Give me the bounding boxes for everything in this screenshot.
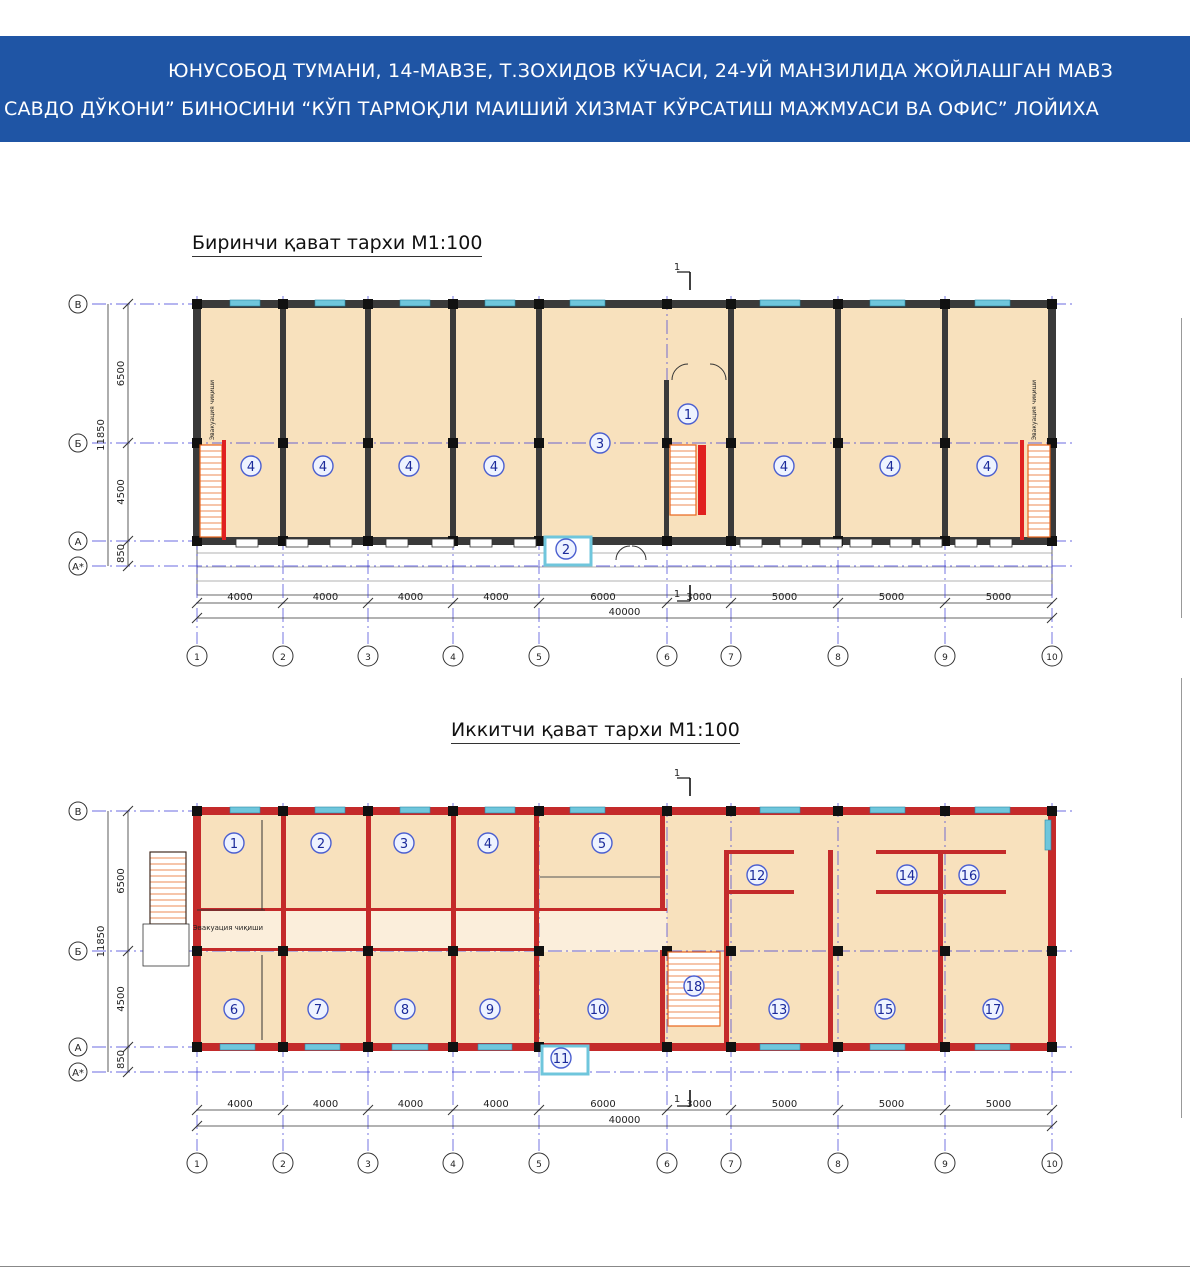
shop-door [330,539,352,547]
column [448,438,458,448]
partition-wall [365,304,371,541]
room-marker [747,865,767,885]
landing [143,924,189,966]
column [833,1042,843,1052]
window [220,1044,255,1050]
axis-number-marker [358,1153,378,1173]
stair-rail [698,445,706,515]
room-marker [395,999,415,1019]
column [662,536,672,546]
room-marker [592,833,612,853]
axis-number-marker [443,646,463,666]
column [833,299,843,309]
axis-number: 5 [536,653,542,663]
room-number: 10 [589,1003,607,1018]
axis-number: 7 [728,1160,734,1170]
evac-label: Эвакуация чиқиши [192,924,264,932]
column [833,438,843,448]
room-number: 15 [876,1003,894,1018]
column [726,299,736,309]
span-dimension: 3000 [686,1099,712,1110]
total-vertical-dimension: 11850 [96,419,107,451]
room-number: 13 [770,1003,788,1018]
total-dimension: 40000 [608,607,641,618]
column [448,806,458,816]
axis-number: 5 [536,1160,542,1170]
window [870,807,905,813]
section-label: 1 [673,1094,681,1105]
axis-number-marker [529,646,549,666]
window [230,807,260,813]
partition-wall [724,890,794,894]
axis-number-marker [187,646,207,666]
shop-door [470,539,492,547]
room-number: 1 [683,408,693,423]
total-vertical-dimension: 11850 [96,925,107,958]
span-dimension: 5000 [878,592,905,603]
window [760,807,800,813]
column [192,299,202,309]
axis-letter: Б [74,947,82,958]
column [726,536,736,546]
room-marker [977,456,997,476]
axis-number-marker [721,1153,741,1173]
room-marker [484,456,504,476]
axis-number: 4 [450,1160,456,1170]
axis-letter: А [74,1043,82,1054]
axis-number-marker [1042,646,1062,666]
column [726,438,736,448]
axis-number-marker [721,646,741,666]
shop-door [286,539,308,547]
vertical-dimension: 850 [116,543,127,564]
span-dimension: 6000 [590,1099,616,1110]
room-marker [478,833,498,853]
fire-wall [1020,440,1024,540]
axis-letter-marker [69,942,87,960]
column [363,438,373,448]
axis-number-marker [443,1153,463,1173]
span-dimension: 4000 [483,592,509,603]
shop-door [955,539,977,547]
column [833,946,843,956]
room-number: 9 [485,1003,495,1018]
room-number: 4 [318,460,328,475]
column [278,299,288,309]
evac-label: Эвакуация чиқиши [209,379,216,441]
partition-wall [450,304,456,541]
axis-number-marker [935,646,955,666]
window [570,300,605,306]
column [448,299,458,309]
axis-number-marker [935,1153,955,1173]
column [1047,1042,1057,1052]
shop-door [236,539,258,547]
room-number: 3 [595,437,605,452]
room-marker [224,999,244,1019]
axis-number-marker [273,1153,293,1173]
partition-wall [366,811,371,1047]
axis-letter-marker [69,1063,87,1081]
axis-number-marker [828,646,848,666]
axis-number-marker [657,1153,677,1173]
room-marker [311,833,331,853]
axis-letter-marker [69,802,87,820]
column [363,536,373,546]
section-label: 1 [673,768,681,779]
room-marker [241,456,261,476]
floor-plan-1 [69,262,1072,666]
column [448,1042,458,1052]
axis-number: 8 [835,1160,841,1170]
vertical-dimension: 6500 [116,868,127,894]
column [192,946,202,956]
axis-number-marker [828,1153,848,1173]
axis-number: 2 [280,653,286,663]
axis-number: 6 [664,1160,670,1170]
column [1047,946,1057,956]
partition-wall [835,304,841,541]
axis-number: 10 [1046,1160,1058,1170]
room-marker [588,999,608,1019]
axis-letter-marker [69,295,87,313]
axis-number: 8 [835,653,841,663]
shop-door [890,539,912,547]
room-marker [399,456,419,476]
gallery-area [197,543,1052,595]
banner-line-1: ЮНУСОБОД ТУМАНИ, 14-МАВЗЕ, Т.ЗОХИДОВ КЎЧАСИ, 24-УЙ МАНЗИЛИДА ЖОЙЛАШГАН МАВЗ [168,60,1113,82]
partition-wall [536,304,542,541]
room-number: 4 [489,460,499,475]
partition-wall [451,811,456,1047]
axis-number: 1 [194,1160,200,1170]
window [760,1044,800,1050]
partition-wall [942,304,948,541]
partition-wall [664,380,669,541]
span-dimension: 5000 [878,1099,905,1110]
span-dimension: 4000 [483,1099,509,1110]
span-dimension: 6000 [590,592,616,603]
axis-number: 3 [365,653,371,663]
column [278,806,288,816]
partition-wall [534,811,539,1047]
room-number: 4 [779,460,789,475]
column [278,1042,288,1052]
span-dimension: 5000 [985,1099,1012,1110]
column [278,946,288,956]
vertical-dimension: 850 [116,1049,127,1070]
shop-door [514,539,536,547]
axis-number: 6 [664,653,670,663]
room-number: 11 [552,1052,570,1067]
room-marker [551,1048,571,1068]
vertical-dimension: 4500 [116,479,127,505]
room-marker [880,456,900,476]
column [363,806,373,816]
room-number: 4 [404,460,414,475]
evacuation-stair-right [1028,445,1050,537]
span-dimension: 4000 [397,592,424,603]
shop-door [920,539,942,547]
room-number: 5 [597,837,607,852]
corridor-area [197,910,667,952]
main-stair [670,445,696,515]
column [1047,299,1057,309]
column [662,806,672,816]
window [485,807,515,813]
floor-area [197,304,1052,541]
axis-number-marker [529,1153,549,1173]
room-number: 2 [316,837,326,852]
room-number: 17 [984,1003,1002,1018]
room-number: 3 [399,837,409,852]
span-dimension: 4000 [312,592,339,603]
room-marker [959,865,979,885]
window [1045,820,1051,850]
corridor-wall [197,908,667,911]
shop-door [780,539,802,547]
total-dimension: 40000 [608,1115,641,1126]
partition-wall [660,950,665,1047]
span-dimension: 4000 [312,1099,339,1110]
axis-letter-marker [69,434,87,452]
room-marker [308,999,328,1019]
axis-number: 4 [450,653,456,663]
column [662,1042,672,1052]
room-number: 2 [561,543,571,558]
banner-line-2: САВДО ДЎКОНИ” БИНОСИНИ “КЎП ТАРМОҚЛИ МАИШИЙ ХИЗМАТ КЎРСАТИШ МАЖМУАСИ ВА ОФИС” ЛОЙИХА [4,98,1099,120]
column [534,299,544,309]
axis-letter: А [74,537,82,548]
room-marker [769,999,789,1019]
partition-wall [876,850,1006,854]
window [478,1044,512,1050]
span-dimension: 4000 [227,592,253,603]
column [833,806,843,816]
column [363,299,373,309]
axis-number-marker [187,1153,207,1173]
room-marker [313,456,333,476]
window [315,807,345,813]
column [363,1042,373,1052]
window [975,300,1010,306]
plan-title-floor-2: Иккитчи қават тархи М1:100 [451,719,740,744]
span-dimension: 5000 [771,592,798,603]
room-number: 4 [885,460,895,475]
window [305,1044,340,1050]
room-number: 1 [229,837,239,852]
partition-wall [828,850,833,1047]
window [760,300,800,306]
room-marker [774,456,794,476]
column [726,806,736,816]
room-number: 8 [400,1003,410,1018]
column [363,946,373,956]
span-dimension: 4000 [397,1099,424,1110]
window [230,300,260,306]
room-marker [684,976,704,996]
span-dimension: 3000 [686,592,712,603]
axis-number-marker [273,646,293,666]
floor-plan-2 [69,768,1072,1173]
axis-number-marker [1042,1153,1062,1173]
room-marker [897,865,917,885]
axis-number-marker [657,646,677,666]
shop-door [990,539,1012,547]
room-marker [678,404,698,424]
column [192,1042,202,1052]
window [975,807,1010,813]
window [400,300,430,306]
window [400,807,430,813]
window [485,300,515,306]
column [278,438,288,448]
room-marker [224,833,244,853]
shop-door [740,539,762,547]
room-marker [556,539,576,559]
room-marker [590,433,610,453]
plan-title-floor-1: Биринчи қават тархи М1:100 [192,232,482,257]
axis-number: 1 [194,653,200,663]
window [315,300,345,306]
window [570,807,605,813]
window [870,300,905,306]
room-marker [480,999,500,1019]
room-marker [875,999,895,1019]
axis-number: 7 [728,653,734,663]
vertical-dimension: 4500 [116,986,127,1012]
room-number: 4 [982,460,992,475]
column [192,806,202,816]
axis-letter: А* [72,1068,84,1079]
axis-letter: Б [74,439,82,450]
external-stair [150,852,186,924]
room-number: 18 [685,980,703,995]
window [392,1044,428,1050]
span-dimension: 5000 [771,1099,798,1110]
room-number: 16 [960,869,978,884]
column [940,299,950,309]
axis-letter: В [74,807,82,818]
axis-number: 3 [365,1160,371,1170]
partition-wall [280,304,286,541]
room-number: 12 [748,869,766,884]
partition-wall [281,811,286,1047]
axis-number: 9 [942,653,948,663]
vertical-dimension: 6500 [116,360,127,387]
section-label: 1 [673,262,681,273]
column [662,299,672,309]
axis-number-marker [358,646,378,666]
axis-letter-marker [69,532,87,550]
room-number: 4 [246,460,256,475]
room-number: 6 [229,1003,239,1018]
column [940,946,950,956]
stair-box [670,445,696,515]
axis-letter: В [74,300,82,311]
column [726,1042,736,1052]
shop-door [850,539,872,547]
room-number: 7 [313,1003,323,1018]
column [534,946,544,956]
window [870,1044,905,1050]
span-dimension: 5000 [985,592,1012,603]
axis-number: 2 [280,1160,286,1170]
room-marker [394,833,414,853]
section-label: 1 [673,589,681,600]
column [534,438,544,448]
room-number: 14 [898,869,916,884]
axis-letter-marker [69,557,87,575]
shop-door [432,539,454,547]
column [534,806,544,816]
column [940,1042,950,1052]
span-dimension: 4000 [227,1099,253,1110]
axis-number: 10 [1046,653,1058,663]
shop-door [820,539,842,547]
partition-wall [724,850,794,854]
partition-wall [876,890,1006,894]
evac-label: Эвакуация чиқиши [1031,379,1038,441]
axis-letter-marker [69,1038,87,1056]
room-marker [983,999,1003,1019]
axis-letter: А* [72,562,84,573]
window [975,1044,1010,1050]
column [1047,806,1057,816]
partition-wall [660,811,665,911]
axis-number: 9 [942,1160,948,1170]
column [726,946,736,956]
column [448,946,458,956]
partition-wall [728,380,733,541]
room-number: 4 [483,837,493,852]
column [940,806,950,816]
evacuation-stair-left [200,445,222,537]
fire-wall [222,440,226,540]
shop-door [386,539,408,547]
column [940,438,950,448]
